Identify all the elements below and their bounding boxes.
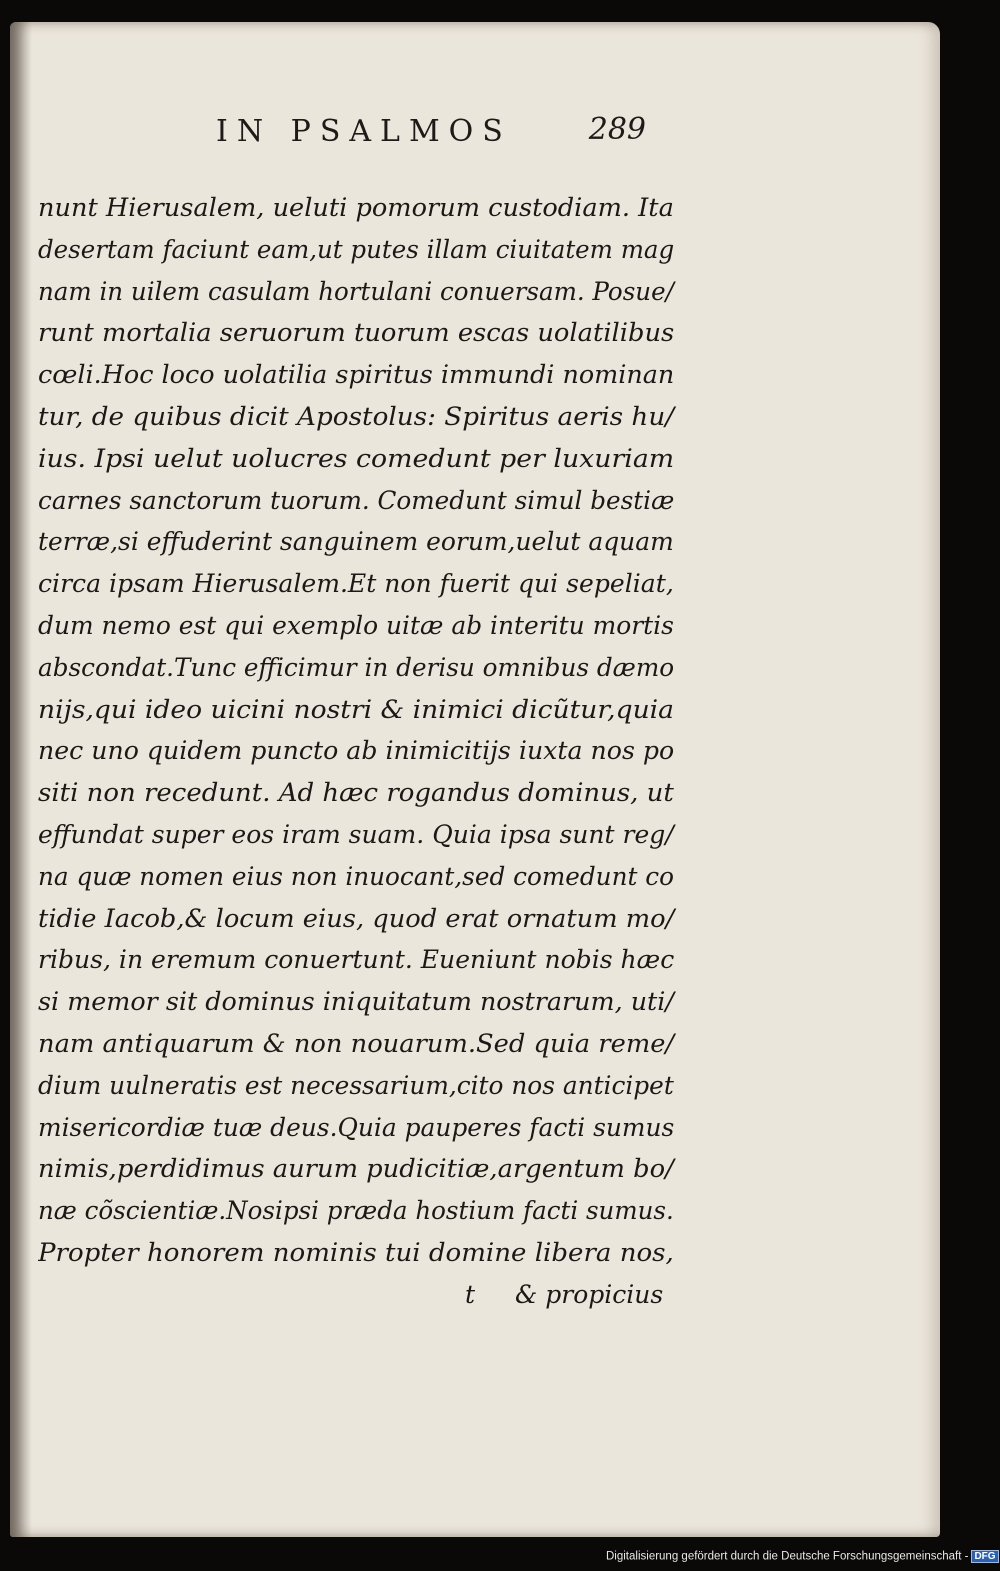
book-page [10,22,940,1537]
text-line: dium uulneratis est necessarium,cito nos anticipet [38,1070,674,1100]
running-head-title: IN PSALMOS [216,114,512,149]
text-line: misericordiæ tuæ deus.Quia pauperes facti sumus [38,1112,675,1142]
signature-mark: t [465,1280,476,1309]
text-line: Propter honorem nominis tui domine libera nos, [38,1237,674,1267]
text-line: nunt Hierusalem, ueluti pomorum custodiam. Ita [38,193,674,222]
text-line: tur, de quibus dicit Apostolus: Spiritus aeris hu/ [38,401,675,431]
text-line: nimis,perdidimus aurum pudicitiæ,argentum bo/ [38,1154,674,1184]
text-line: runt mortalia seruorum tuorum escas uolatilibus [38,318,675,348]
text-line: nec uno quidem puncto ab inimicitijs iuxta nos po [38,736,675,766]
credit-text: Digitalisierung gefördert durch die Deutsche Forschungsgemeinschaft - [606,1550,969,1563]
text-line: tidie Iacob,& locum eius, quod erat ornatum mo/ [38,903,675,933]
catchword-line [465,1280,695,1309]
running-head [216,112,646,162]
text-line: terræ,si effuderint sanguinem eorum,uelut aquam [38,527,674,557]
text-line: ribus, in eremum conuertunt. Eueniunt nobis hæc [38,945,675,975]
text-line: si memor sit dominus iniquitatum nostrarum, uti/ [38,987,674,1017]
text-line: nijs,qui ideo uicini nostri & inimici dicũtur,quia [38,694,675,724]
text-line: desertam faciunt eam,ut putes illam ciuitatem mag [38,234,675,264]
text-line: nam in uilem casulam hortulani conuersam. Posue/ [38,276,674,306]
text-line: nam antiquarum & non nouarum.Sed quia reme/ [38,1028,675,1058]
text-line: circa ipsam Hierusalem.Et non fuerit qui sepeliat, [38,569,674,599]
body-text [38,187,698,1274]
text-line: næ cõscientiæ.Nosipsi præda hostium facti sumus. [38,1196,674,1226]
page-gutter-shadow [10,22,32,1537]
text-line: ius. Ipsi uelut uolucres comedunt per luxuriam [38,443,675,473]
text-line: carnes sanctorum tuorum. Comedunt simul bestiæ [38,485,675,515]
text-line: na quæ nomen eius non inuocant,sed comedunt co [38,861,674,891]
text-line: abscondat.Tunc efficimur in derisu omnibus dæmo [38,652,675,682]
text-line: siti non recedunt. Ad hæc rogandus dominus, ut [38,778,674,808]
page-number: 289 [588,112,646,147]
dfg-logo: DFG [971,1550,998,1563]
text-line: dum nemo est qui exemplo uitæ ab interitu mortis [38,610,674,640]
text-line: effundat super eos iram suam. Quia ipsa sunt reg/ [38,819,674,849]
digitization-credit [606,1550,999,1563]
text-line: cœli.Hoc loco uolatilia spiritus immundi nominan [38,360,675,390]
catchword: & propicius [515,1280,664,1309]
